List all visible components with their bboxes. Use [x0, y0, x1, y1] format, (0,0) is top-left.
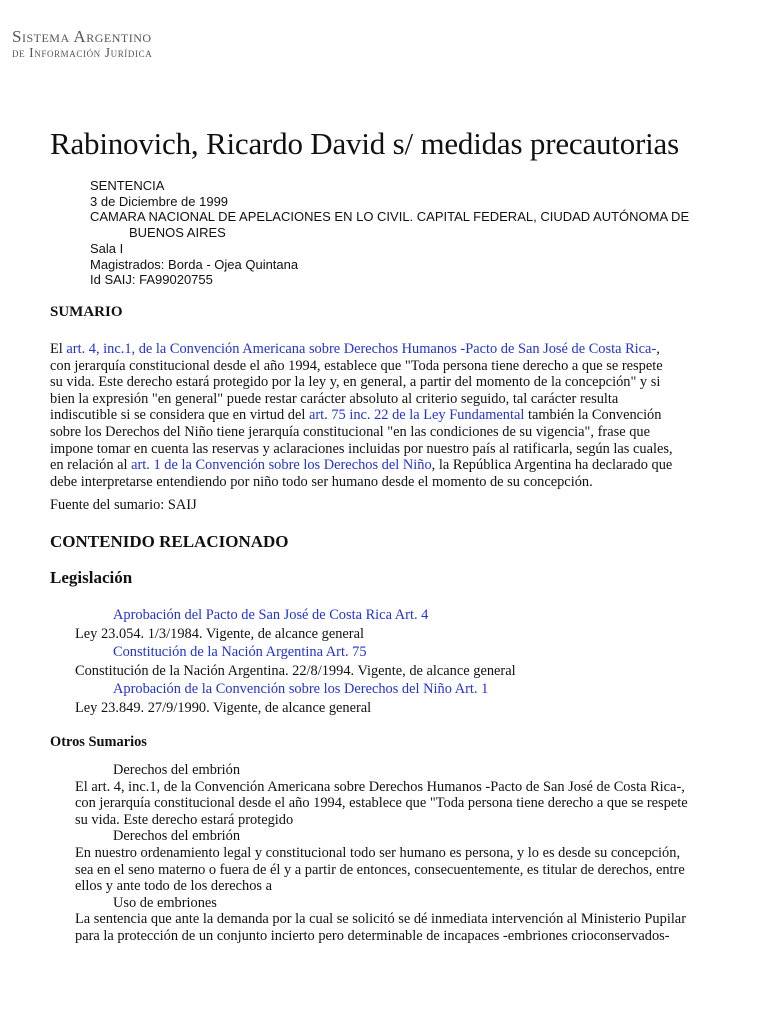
sumario-line: bien la expresión "en general" puede restar carácter absoluto al criterio seguido, tal carácter resulta: [50, 390, 619, 407]
otro-sumario-text: En nuestro ordenamiento legal y constitucional todo ser humano es persona, y lo es desde su concepción,: [75, 844, 681, 861]
court-name: CAMARA NACIONAL DE APELACIONES EN LO CIVIL. CAPITAL FEDERAL, CIUDAD AUTÓNOMA DE: [90, 209, 690, 225]
contenido-heading: CONTENIDO RELACIONADO: [50, 532, 289, 551]
otro-sumario-text: ellos y ante todo de los derechos a: [75, 878, 273, 895]
text-fragment: en relación al: [50, 457, 132, 474]
sumario-line: debe interpretarse entendiendo por niño todo ser humano desde el momento de su concepción.: [50, 473, 593, 490]
legislacion-heading: Legislación: [50, 568, 133, 587]
logo-line-1: Sistema Argentino: [12, 27, 152, 46]
logo-line-2: de Información Jurídica: [12, 44, 153, 60]
text-fragment: , la República Argentina ha declarado que: [431, 457, 673, 474]
otro-sumario-title[interactable]: Derechos del embrión: [113, 762, 241, 778]
sumario-line: [50, 407, 718, 424]
otro-sumario-text: con jerarquía constitucional desde el año 1994, establece que "Toda persona tiene derecho a que se respete: [75, 795, 688, 812]
text-fragment: ,: [656, 341, 660, 357]
text-fragment: también la Convención: [524, 407, 662, 424]
sumario-line: con jerarquía constitucional desde el año 1994, establece que "Toda persona tiene derecho a que se respete: [50, 357, 663, 374]
legislacion-desc: Ley 23.849. 27/9/1990. Vigente, de alcance general: [75, 699, 372, 716]
sumario-source: Fuente del sumario: SAIJ: [50, 497, 197, 513]
otro-sumario-text: El art. 4, inc.1, de la Convención Americana sobre Derechos Humanos -Pacto de San José de Costa Rica-,: [75, 778, 685, 795]
court-sala: Sala I: [90, 240, 124, 256]
legislacion-desc: Ley 23.054. 1/3/1984. Vigente, de alcance general: [75, 625, 364, 642]
sumario-heading: SUMARIO: [50, 304, 123, 320]
otro-sumario-text: La sentencia que ante la demanda por la cual se solicitó se dé inmediata intervención al Ministerio Pupilar: [75, 911, 686, 928]
sumario-text: [50, 341, 718, 490]
text-fragment: El: [50, 341, 67, 357]
link-art-1-convencion-nino[interactable]: art. 1 de la Convención sobre los Derechos del Niño: [131, 457, 432, 474]
legislacion-link[interactable]: Aprobación de la Convención sobre los Derechos del Niño Art. 1: [113, 681, 489, 697]
magistrates: Magistrados: Borda - Ojea Quintana: [90, 256, 299, 272]
otro-sumario-text: para la protección de un conjunto incierto pero determinable de incapaces -embriones crioconservados-: [75, 927, 670, 944]
court-name-cont: BUENOS AIRES: [129, 225, 226, 241]
sumario-line: [50, 341, 718, 358]
otro-sumario-text: su vida. Este derecho estará protegido: [75, 811, 294, 828]
legislacion-desc: Constitución de la Nación Argentina. 22/8/1994. Vigente, de alcance general: [75, 662, 516, 679]
link-art-75-ley-fundamental[interactable]: art. 75 inc. 22 de la Ley Fundamental: [308, 407, 525, 424]
text-fragment: indiscutible si se considera que en virtud del: [50, 407, 309, 424]
otro-sumario-title[interactable]: Uso de embriones: [113, 894, 217, 911]
saij-id: Id SAIJ: FA99020755: [90, 272, 213, 288]
link-art-4-convencion-americana[interactable]: art. 4, inc.1, de la Convención Americana sobre Derechos Humanos -Pacto de San José de Costa Rica-: [66, 341, 657, 357]
otros-sumarios-heading: Otros Sumarios: [50, 734, 147, 750]
legislacion-list: [75, 606, 735, 717]
case-type: SENTENCIA: [90, 178, 165, 193]
saij-logo[interactable]: [12, 28, 152, 60]
otro-sumario-text: sea en el seno materno o fuera de él y a partir de entonces, consecuentemente, es titular de derechos, entre: [75, 861, 685, 878]
sumario-line: sobre los Derechos del Niño tiene jerarquía constitucional "en las condiciones de su vigencia", frase que: [50, 423, 650, 440]
otro-sumario-title[interactable]: Derechos del embrión: [113, 828, 241, 845]
legislacion-link[interactable]: Constitución de la Nación Argentina Art. 75: [113, 644, 367, 660]
sumario-line: impone tomar en cuenta las reservas y aclaraciones incluidas por nuestro país al ratificarla, según las cuales,: [50, 440, 673, 457]
case-metadata: [90, 178, 730, 288]
legislacion-link[interactable]: Aprobación del Pacto de San José de Costa Rica Art. 4: [113, 607, 429, 623]
sumario-line: su vida. Este derecho estará protegido por la ley y, en general, a partir del momento de la concepción" y si: [50, 374, 661, 391]
case-date: 3 de Diciembre de 1999: [90, 193, 229, 209]
sumario-line: [50, 457, 718, 474]
page-title: Rabinovich, Ricardo David s/ medidas precautorias: [50, 126, 679, 161]
otros-sumarios-list: [75, 762, 745, 945]
